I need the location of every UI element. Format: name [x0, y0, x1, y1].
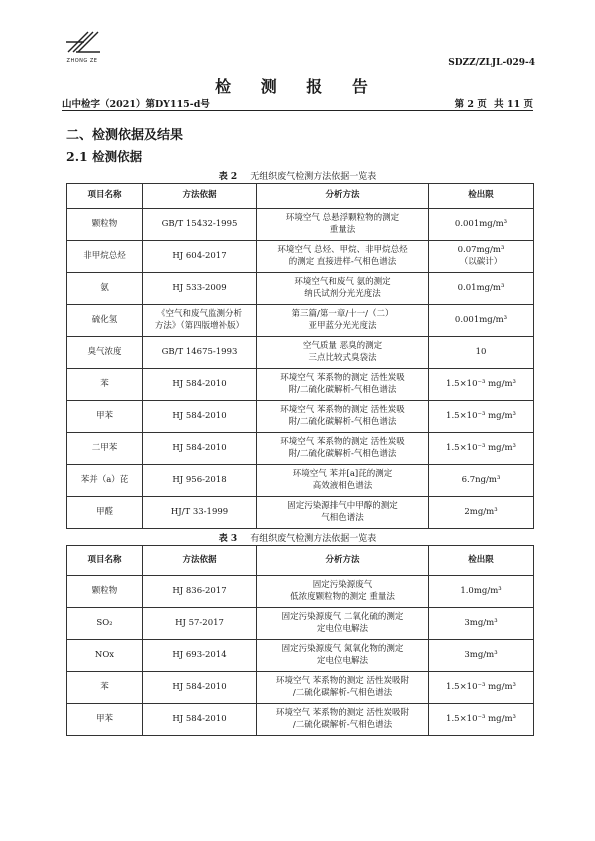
table-row	[67, 369, 534, 401]
page-number: 第 2 页	[454, 99, 487, 110]
detection-limit-cell: 0.01mg/m³	[429, 273, 534, 305]
column-header: 分析方法	[257, 546, 429, 576]
method-basis-cell: HJ 604-2017	[143, 241, 257, 273]
analysis-method-cell: 环境空气 苯系物的测定 活性炭吸附 /二硫化碳解析-气相色谱法	[257, 672, 429, 704]
item-name-cell: 苯	[67, 672, 143, 704]
document-code: SDZZ/ZLJL-029-4	[448, 58, 535, 68]
item-name-cell: 甲苯	[67, 401, 143, 433]
table-header-row	[67, 546, 534, 576]
item-name-cell: NOx	[67, 640, 143, 672]
method-basis-cell: HJ 956-2018	[143, 465, 257, 497]
table-row	[67, 576, 534, 608]
item-name-cell: 颗粒物	[67, 576, 143, 608]
table3-caption	[0, 531, 595, 544]
table-unorganized-emission-methods	[66, 183, 534, 529]
method-basis-cell: HJ 836-2017	[143, 576, 257, 608]
table3-caption-number: 表 3	[218, 534, 238, 544]
page-total: 共 11 页	[494, 99, 533, 110]
table-row	[67, 337, 534, 369]
analysis-method-cell: 环境空气 苯系物的测定 活性炭吸 附/二硫化碳解析-气相色谱法	[257, 433, 429, 465]
analysis-method-cell: 环境空气 苯系物的测定 活性炭吸 附/二硫化碳解析-气相色谱法	[257, 401, 429, 433]
method-basis-cell: GB/T 14675-1993	[143, 337, 257, 369]
column-header: 方法依据	[143, 546, 257, 576]
method-basis-cell: HJ 584-2010	[143, 401, 257, 433]
item-name-cell: 甲醛	[67, 497, 143, 529]
column-header: 检出限	[429, 546, 534, 576]
detection-limit-cell: 2mg/m³	[429, 497, 534, 529]
column-header: 方法依据	[143, 184, 257, 209]
subsection-heading: 2.1 检测依据	[66, 149, 143, 164]
column-header: 分析方法	[257, 184, 429, 209]
item-name-cell: 氨	[67, 273, 143, 305]
table-row	[67, 241, 534, 273]
analysis-method-cell: 固定污染源废气 氮氧化物的测定 定电位电解法	[257, 640, 429, 672]
detection-limit-cell: 1.5×10⁻³ mg/m³	[429, 433, 534, 465]
section-heading: 二、检测依据及结果	[66, 128, 184, 143]
item-name-cell: 非甲烷总烃	[67, 241, 143, 273]
table-row	[67, 704, 534, 736]
detection-limit-cell: 10	[429, 337, 534, 369]
table-row	[67, 305, 534, 337]
item-name-cell: 甲苯	[67, 704, 143, 736]
table2-caption-text: 无组织废气检测方法依据一览表	[250, 172, 377, 182]
detection-limit-cell: 0.001mg/m³	[429, 209, 534, 241]
table3-caption-text: 有组织废气检测方法依据一览表	[250, 534, 377, 544]
analysis-method-cell: 固定污染源废气 二氧化硫的测定 定电位电解法	[257, 608, 429, 640]
table-row	[67, 497, 534, 529]
item-name-cell: 臭气浓度	[67, 337, 143, 369]
detection-limit-cell: 0.07mg/m³ （以碳计）	[429, 241, 534, 273]
table-organized-emission-methods	[66, 545, 534, 736]
detection-limit-cell: 1.5×10⁻³ mg/m³	[429, 369, 534, 401]
table-row	[67, 640, 534, 672]
analysis-method-cell: 环境空气和废气 氨的测定 纳氏试剂分光光度法	[257, 273, 429, 305]
detection-limit-cell: 3mg/m³	[429, 640, 534, 672]
analysis-method-cell: 固定污染源排气中甲醇的测定 气相色谱法	[257, 497, 429, 529]
item-name-cell: 苯	[67, 369, 143, 401]
method-basis-cell: HJ 584-2010	[143, 704, 257, 736]
column-header: 检出限	[429, 184, 534, 209]
detection-limit-cell: 6.7ng/m³	[429, 465, 534, 497]
table-row	[67, 465, 534, 497]
detection-limit-cell: 1.5×10⁻³ mg/m³	[429, 704, 534, 736]
table-row	[67, 273, 534, 305]
item-name-cell: SO₂	[67, 608, 143, 640]
detection-limit-cell: 0.001mg/m³	[429, 305, 534, 337]
method-basis-cell: HJ 584-2010	[143, 433, 257, 465]
analysis-method-cell: 第三篇/第一章/十一/（二） 亚甲蓝分光光度法	[257, 305, 429, 337]
method-basis-cell: GB/T 15432-1995	[143, 209, 257, 241]
table-row	[67, 672, 534, 704]
company-logo	[62, 30, 102, 66]
column-header: 项目名称	[67, 546, 143, 576]
analysis-method-cell: 环境空气 苯系物的测定 活性炭吸 附/二硫化碳解析-气相色谱法	[257, 369, 429, 401]
analysis-method-cell: 环境空气 总悬浮颗粒物的测定 重量法	[257, 209, 429, 241]
detection-limit-cell: 1.0mg/m³	[429, 576, 534, 608]
table2-caption	[0, 169, 595, 182]
analysis-method-cell: 空气质量 恶臭的测定 三点比较式臭袋法	[257, 337, 429, 369]
report-reference: 山中检字（2021）第DY115-d号	[62, 99, 210, 110]
detection-limit-cell: 1.5×10⁻³ mg/m³	[429, 672, 534, 704]
table-row	[67, 209, 534, 241]
method-basis-cell: 《空气和废气监测分析 方法》（第四版增补版）	[143, 305, 257, 337]
item-name-cell: 硫化氢	[67, 305, 143, 337]
method-basis-cell: HJ 584-2010	[143, 672, 257, 704]
table-row	[67, 608, 534, 640]
logo-mark-icon	[62, 30, 102, 56]
method-basis-cell: HJ/T 33-1999	[143, 497, 257, 529]
column-header: 项目名称	[67, 184, 143, 209]
analysis-method-cell: 环境空气 总烃、甲烷、非甲烷总烃 的测定 直接进样-气相色谱法	[257, 241, 429, 273]
detection-limit-cell: 1.5×10⁻³ mg/m³	[429, 401, 534, 433]
table-row	[67, 433, 534, 465]
method-basis-cell: HJ 533-2009	[143, 273, 257, 305]
analysis-method-cell: 固定污染源废气 低浓度颗粒物的测定 重量法	[257, 576, 429, 608]
table2-caption-number: 表 2	[218, 172, 238, 182]
analysis-method-cell: 环境空气 苯系物的测定 活性炭吸附 /二硫化碳解析-气相色谱法	[257, 704, 429, 736]
table-row	[67, 401, 534, 433]
header-divider	[62, 110, 533, 111]
page-indicator	[451, 96, 533, 110]
method-basis-cell: HJ 57-2017	[143, 608, 257, 640]
method-basis-cell: HJ 693-2014	[143, 640, 257, 672]
item-name-cell: 颗粒物	[67, 209, 143, 241]
analysis-method-cell: 环境空气 苯并[a]芘的测定 高效液相色谱法	[257, 465, 429, 497]
brand-text: ZHONG ZE	[66, 58, 98, 64]
detection-limit-cell: 3mg/m³	[429, 608, 534, 640]
table-header-row	[67, 184, 534, 209]
item-name-cell: 苯并（a）芘	[67, 465, 143, 497]
page-title: 检 测 报 告	[215, 77, 380, 96]
item-name-cell: 二甲苯	[67, 433, 143, 465]
method-basis-cell: HJ 584-2010	[143, 369, 257, 401]
